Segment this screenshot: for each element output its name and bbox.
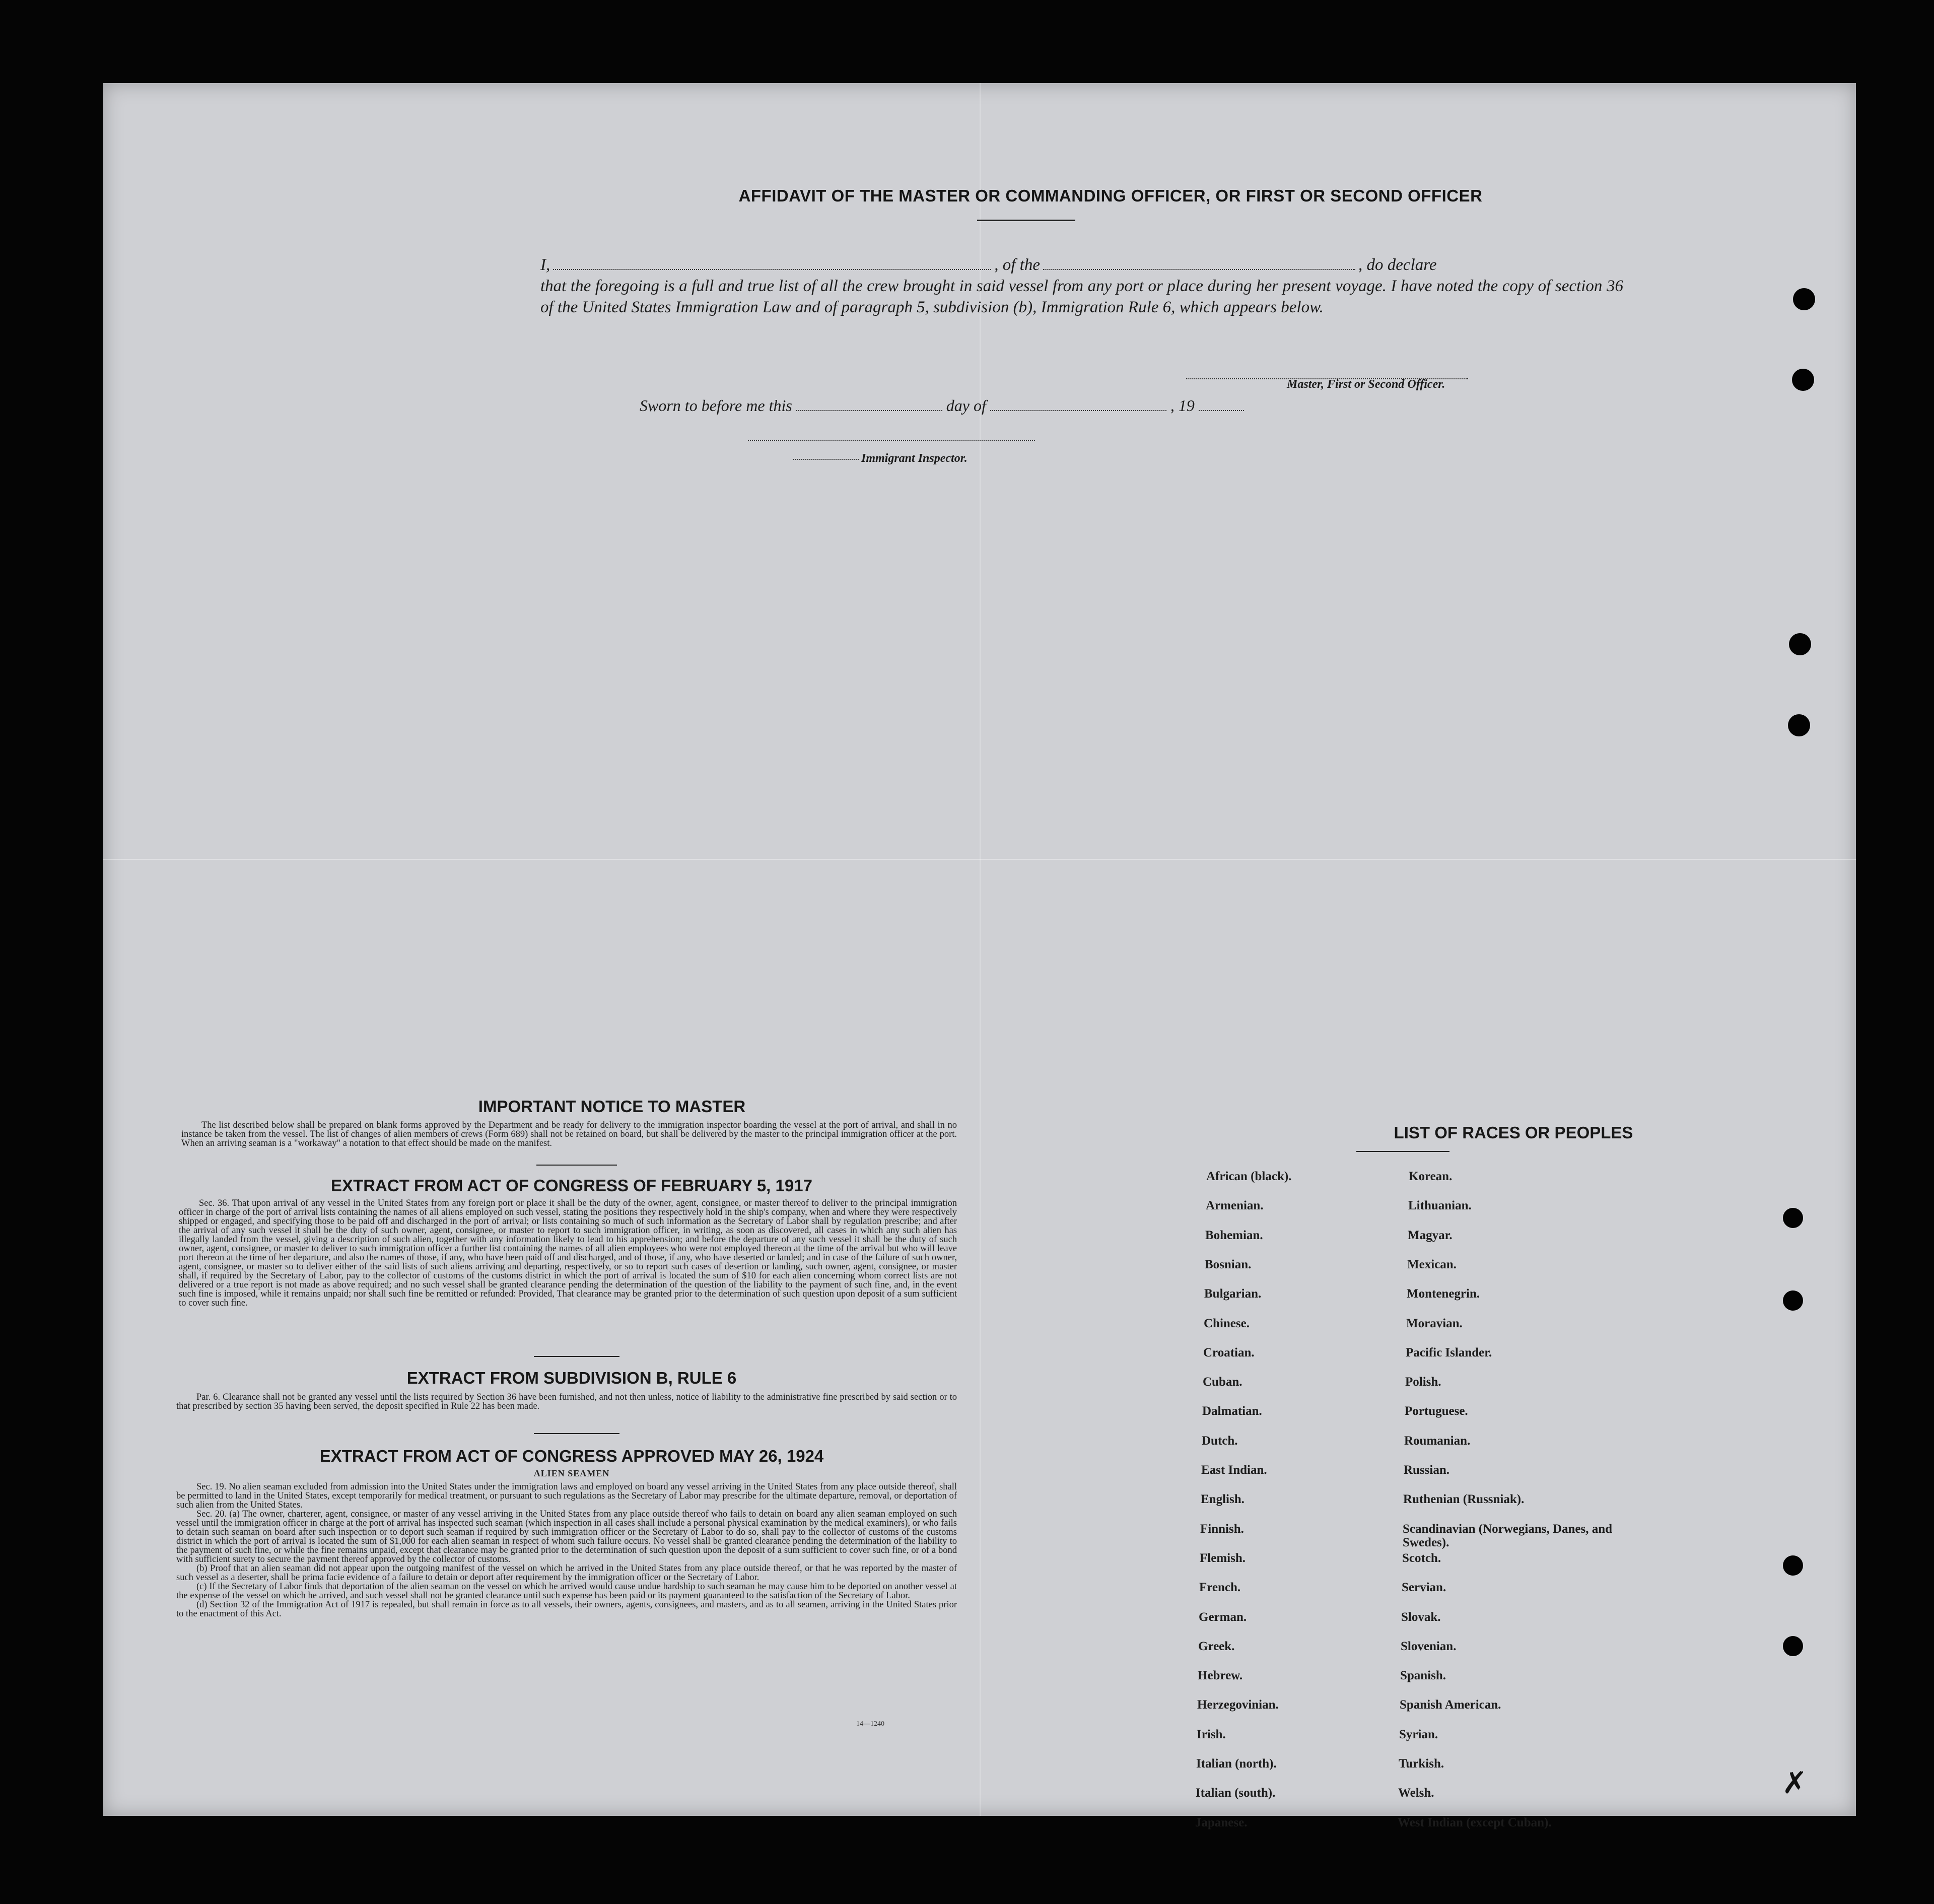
form-number: 14—1240 bbox=[856, 1720, 884, 1728]
alien-seamen-subtitle: ALIEN SEAMEN bbox=[533, 1468, 610, 1478]
vessel-name-field[interactable] bbox=[1043, 257, 1355, 270]
sworn-year-field[interactable] bbox=[1199, 398, 1244, 411]
declare-suffix: , do declare bbox=[1358, 256, 1437, 274]
punch-hole bbox=[1783, 1290, 1803, 1311]
sworn-line bbox=[640, 396, 1244, 415]
race-item: Turkish. bbox=[1399, 1757, 1444, 1771]
inspector-dots bbox=[793, 447, 859, 460]
extract-1917-rule bbox=[534, 1356, 619, 1357]
extract-rule6-rule bbox=[534, 1433, 619, 1434]
race-item: Syrian. bbox=[1399, 1727, 1438, 1741]
extract-1924-title: EXTRACT FROM ACT OF CONGRESS APPROVED MAY 26, 1924 bbox=[319, 1447, 824, 1465]
sec-20b-paragraph: (b) Proof that an alien seaman did not appear upon the outgoing manifest of the vessel on which he arrived in the United States from any place outside thereof, or that he was reported by the master of such vessel as a deserter, shall be prima facie evidence of a failure to detain or deport after requirement by the immigration officer or the Secretary of Labor. bbox=[176, 1563, 957, 1583]
race-item: Mexican. bbox=[1407, 1257, 1457, 1271]
race-item: Magyar. bbox=[1408, 1228, 1453, 1242]
title-rule bbox=[977, 220, 1075, 221]
punch-hole bbox=[1783, 1636, 1803, 1656]
race-item: Hebrew. bbox=[1198, 1669, 1243, 1683]
races-rule bbox=[1356, 1151, 1449, 1152]
paragraph-6: Par. 6. Clearance shall not be granted any vessel until the lists required by Section 36 have been furnished, and not then unless, notice of liability to the administrative fine prescribed by said section or to that prescribed by section 35 having been served, the deposit specified in Rule 22 has been made. bbox=[176, 1392, 957, 1411]
race-item: Slovenian. bbox=[1401, 1639, 1457, 1653]
punch-hole bbox=[1783, 1555, 1803, 1576]
race-item: Spanish. bbox=[1400, 1669, 1446, 1683]
sworn-day-field[interactable] bbox=[796, 398, 942, 411]
race-item: Croatian. bbox=[1203, 1345, 1255, 1359]
race-item: Italian (south). bbox=[1196, 1786, 1276, 1800]
race-item: Armenian. bbox=[1206, 1199, 1264, 1213]
notice-paragraph: The list described below shall be prepared on blank forms approved by the Department and be ready for delivery to the immigration inspector boarding the vessel at the port of arrival, and shall in no instance be taken from the vessel. The list of changes of alien members of crews (Form 689) shall not be retained on board, but shall be delivered by the master to the principal immigration officer at the port. When an arriving seaman is a "workaway" a notation to that effect should be made on the manifest. bbox=[181, 1120, 957, 1148]
section-36-paragraph: Sec. 36. That upon arrival of any vessel in the United States from any foreign port or place it shall be the duty of the owner, agent, consignee, or master thereof to deliver to the principal immigration officer in charge of the port of arrival lists containing the names of all aliens employed on such vessel, stating the positions they respectively hold in the ship's company, when and where they were respectively shipped or engaged, and specifying those to be paid off and discharged in the port of arrival; or lists containing so much of such information as the Secretary of Labor shall by regulation prescribe; and after the arrival of any such vessel it shall be the duty of such owner, agent, consignee, or master to report to such immigration officer, in writing, as soon as discovered, all cases in which any such alien has illegally landed from the vessel, giving a description of such alien, together with any information likely to lead to his apprehension; and before the departure of any such vessel it shall be the duty of such owner, agent, consignee, or master to deliver to such immigration officer a further list containing the names of all alien employees who were not employed thereon at the time of the arrival but who will leave port thereon at the time of her departure, and also the names of those, if any, who have been paid off and discharged, and of those, if any, who have deserted or landed; and in case of the failure of such owner, agent, consignee, or master so to deliver either of the said lists of such aliens arriving and departing, respectively, or so to report such cases of desertion or landing, such owner, agent, consignee, or master shall, if required by the Secretary of Labor, pay to the collector of customs of the customs district in which the port of arrival is located the sum of $10 for each alien concerning whom correct lists are not delivered or a true report is not made as above required; and no such vessel shall be granted clearance pending the determination of the question of the liability to the payment of such fine, and, in the event such fine is imposed, while it remains unpaid; nor shall such fine be remitted or refunded: Provided, That clearance may be granted prior to the determination of such question upon deposit of a sum sufficient to cover such fine. bbox=[179, 1198, 957, 1308]
race-item: Lithuanian. bbox=[1408, 1199, 1472, 1213]
races-title: LIST OF RACES OR PEOPLES bbox=[1394, 1123, 1633, 1142]
race-item: Flemish. bbox=[1200, 1551, 1246, 1565]
affidavit-title: AFFIDAVIT OF THE MASTER OR COMMANDING OFFICER, OR FIRST OR SECOND OFFICER bbox=[738, 186, 1483, 205]
race-item: Montenegrin. bbox=[1407, 1287, 1480, 1301]
sworn-month-field[interactable] bbox=[990, 398, 1166, 411]
inspector-label: Immigrant Inspector. bbox=[861, 452, 968, 465]
race-item: Welsh. bbox=[1398, 1786, 1434, 1800]
declarant-name-field[interactable] bbox=[553, 257, 991, 270]
race-item: Korean. bbox=[1409, 1170, 1453, 1183]
race-item: Greek. bbox=[1198, 1639, 1235, 1653]
race-item: East Indian. bbox=[1201, 1463, 1267, 1477]
race-item: Portuguese. bbox=[1405, 1404, 1468, 1418]
race-item: Scotch. bbox=[1402, 1551, 1441, 1565]
notice-text bbox=[181, 1121, 957, 1148]
extract-1917-title: EXTRACT FROM ACT OF CONGRESS OF FEBRUARY 5, 1917 bbox=[331, 1176, 812, 1195]
sec-20d-paragraph: (d) Section 32 of the Immigration Act of 1917 is repealed, but shall remain in force as to all vessels, their owners, agents, consignees, and masters, and as to all seamen, arriving in the United States prior to the enactment of this Act. bbox=[176, 1600, 957, 1619]
race-item: French. bbox=[1199, 1581, 1241, 1595]
notice-rule bbox=[536, 1165, 617, 1166]
race-item: Russian. bbox=[1404, 1463, 1450, 1477]
extract-rule6-text bbox=[176, 1393, 957, 1411]
inspector-signature-field[interactable] bbox=[748, 428, 1035, 441]
race-item: Dutch. bbox=[1202, 1434, 1238, 1448]
sec-19-paragraph: Sec. 19. No alien seaman excluded from admission into the United States under the immigration laws and employed on board any vessel arriving in the United States from any place outside thereof, shall be permitted to land in the United States, except temporarily for medical treatment, or pursuant to such regulations as the Secretary of Labor may prescribe for the ultimate departure, removal, or deportation of such alien from the United States. bbox=[176, 1482, 957, 1510]
race-item: Servian. bbox=[1402, 1581, 1446, 1595]
manifest-sheet bbox=[103, 83, 1856, 1829]
declaration-line bbox=[540, 254, 1623, 276]
sec-20c-paragraph: (c) If the Secretary of Labor finds that deportation of the alien seaman on the vessel on which he arrived would cause undue hardship to such seaman he may cause him to be deported on another vessel at the expense of the vessel on which he arrived, and such vessel shall not be granted clearance until such expense has been paid or its payment guaranteed to the satisfaction of the Secretary of Labor. bbox=[176, 1582, 957, 1601]
sec-20a-paragraph: Sec. 20. (a) The owner, charterer, agent, consignee, or master of any vessel arriving in the United States from any place outside thereof who fails to detain on board any alien seaman employed on such vessel until the immigration officer in charge at the port of arrival has inspected such seaman (which inspection in all cases shall include a personal physical examination by the medical examiners), or who fails to detain such seaman on board after such inspection or to deport such seaman if required by such immigration officer or the Secretary of Labor to do so, shall pay to the collector of customs of the customs district in which the port of arrival is located the sum of $1,000 for each alien seaman in respect of whom such failure occurs. No vessel shall be granted clearance pending the determination of the liability to the payment of such fine, or while the fine remains unpaid, except that clearance may be granted prior to the determination of such question upon the deposit of a sum sufficient to cover such fine, or of a bond with sufficient surety to secure the payment thereof approved by the collector of customs. bbox=[176, 1509, 957, 1565]
sworn-year-prefix: , 19 bbox=[1170, 396, 1195, 415]
race-item: Slovak. bbox=[1401, 1610, 1441, 1624]
vessel-prefix: , of the bbox=[994, 256, 1040, 274]
extract-rule6-title: EXTRACT FROM SUBDIVISION B, RULE 6 bbox=[406, 1369, 737, 1387]
declarant-prefix: I, bbox=[540, 256, 550, 274]
race-item: West Indian (except Cuban). bbox=[1398, 1815, 1552, 1829]
race-item: Ruthenian (Russniak). bbox=[1403, 1492, 1525, 1507]
punch-hole bbox=[1793, 288, 1815, 310]
race-item: Finnish. bbox=[1200, 1522, 1244, 1536]
master-signature-label: Master, First or Second Officer. bbox=[1287, 378, 1445, 391]
extract-1924-text bbox=[176, 1482, 957, 1618]
race-item: Herzegovinian. bbox=[1197, 1698, 1279, 1712]
race-item: Chinese. bbox=[1204, 1316, 1250, 1330]
extract-1917-text bbox=[179, 1199, 957, 1308]
race-item: Polish. bbox=[1405, 1375, 1441, 1389]
race-item: Scandinavian (Norwegians, Danes, and Swedes). bbox=[1403, 1522, 1613, 1549]
race-item: Spanish American. bbox=[1400, 1698, 1501, 1712]
race-item: Bosnian. bbox=[1205, 1257, 1252, 1271]
affidavit-body bbox=[540, 254, 1623, 318]
race-item: Bohemian. bbox=[1205, 1228, 1263, 1242]
punch-hole bbox=[1789, 633, 1811, 655]
sworn-day-of: day of bbox=[946, 396, 986, 415]
race-item: Cuban. bbox=[1203, 1375, 1242, 1389]
race-item: Bulgarian. bbox=[1204, 1287, 1262, 1301]
race-item: Roumanian. bbox=[1404, 1434, 1471, 1448]
sworn-prefix: Sworn to before me this bbox=[640, 396, 792, 415]
race-item: German. bbox=[1199, 1610, 1247, 1624]
punch-hole bbox=[1783, 1208, 1803, 1228]
race-item: Irish. bbox=[1197, 1727, 1226, 1741]
notice-title: IMPORTANT NOTICE TO MASTER bbox=[478, 1097, 746, 1116]
check-mark: ✗ bbox=[1782, 1765, 1808, 1801]
declaration-text: that the foregoing is a full and true list of all the crew brought in said vessel from any port or place during her present voyage. I have noted the copy of section 36 of the United States Immigration Law and of paragraph 5, subdivision (b), Immigration Rule 6, which appears below. bbox=[540, 277, 1623, 316]
race-item: Pacific Islander. bbox=[1406, 1345, 1492, 1359]
race-item: Italian (north). bbox=[1196, 1757, 1277, 1771]
punch-hole bbox=[1788, 714, 1810, 736]
punch-hole bbox=[1792, 369, 1814, 391]
fold-line-vertical bbox=[980, 83, 981, 1816]
race-item: Moravian. bbox=[1406, 1316, 1463, 1330]
race-item: English. bbox=[1201, 1492, 1245, 1507]
race-item: African (black). bbox=[1206, 1170, 1292, 1183]
race-item: Dalmatian. bbox=[1202, 1404, 1262, 1418]
race-item: Japanese. bbox=[1195, 1815, 1248, 1829]
